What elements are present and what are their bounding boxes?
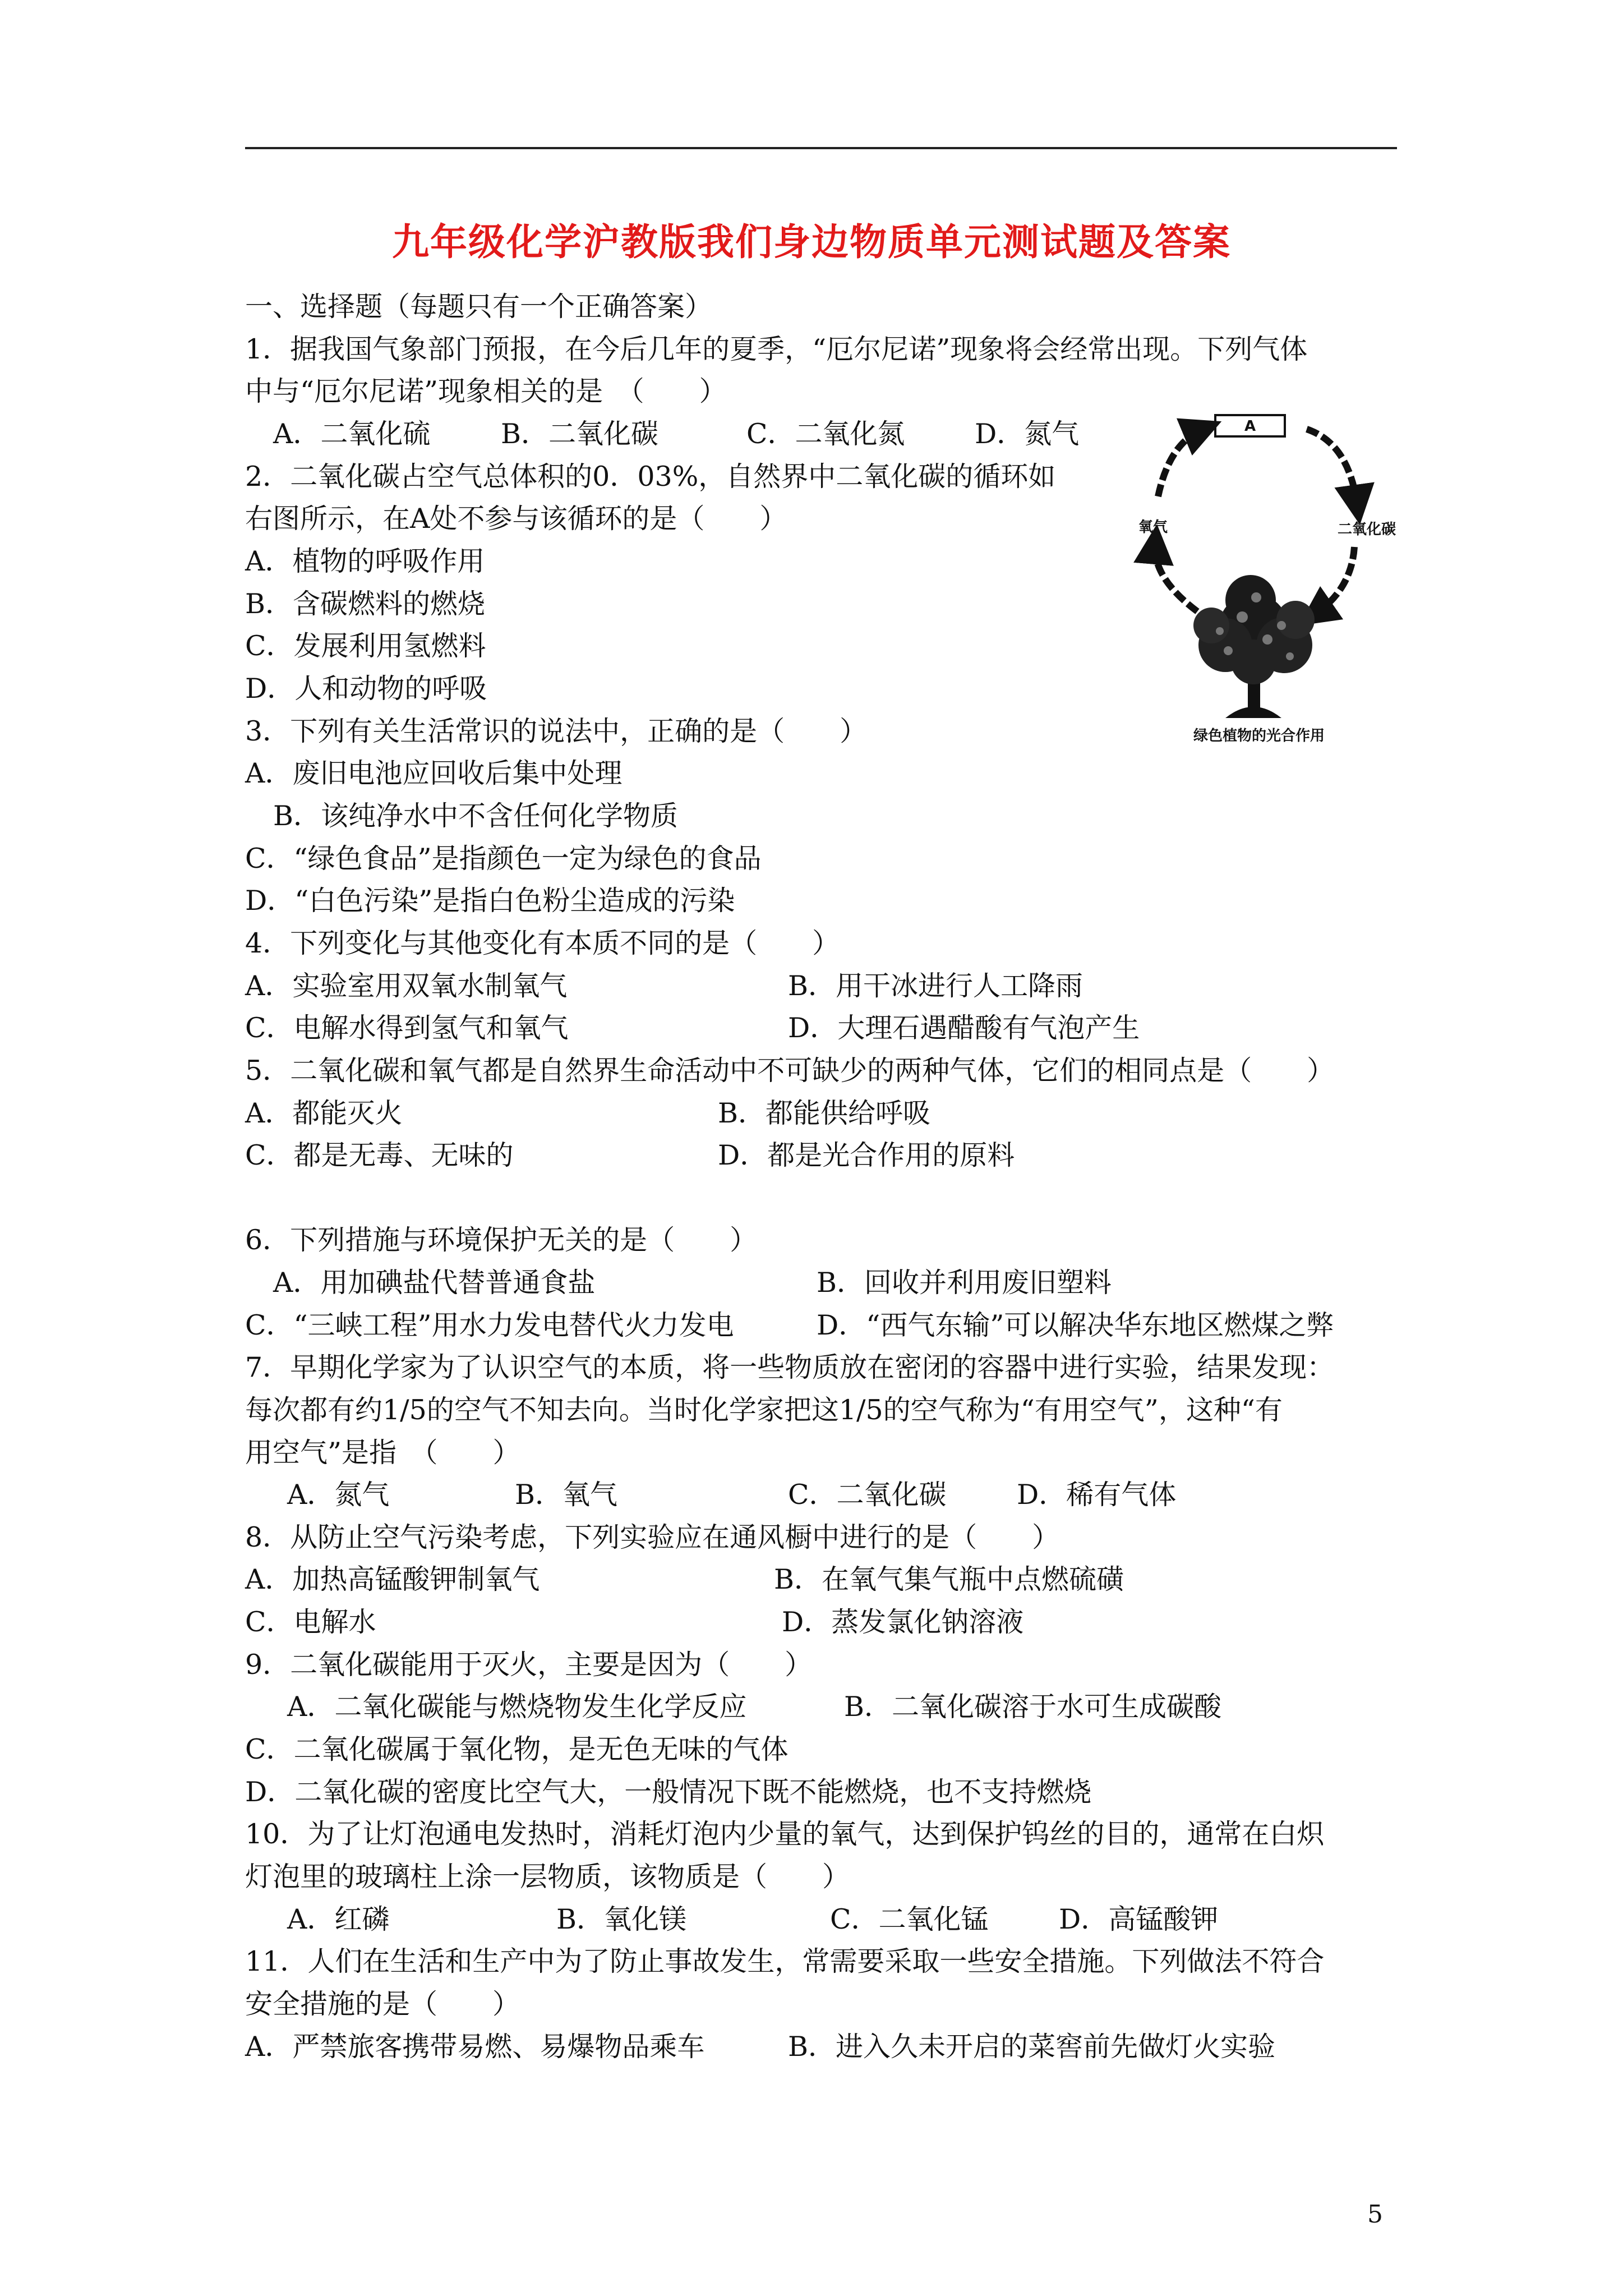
q3-option-d: D．“白色污染”是指白色粉尘造成的污染 [245,885,735,917]
q4-option-c: C．电解水得到氢气和氧气 [245,1012,569,1044]
q2-option-c: C．发展利用氢燃料 [245,630,486,662]
q8-option-c: C．电解水 [245,1606,376,1638]
q1-stem-line1: 1．据我国气象部门预报，在今后几年的夏季，“厄尔尼诺”现象将会经常出现。下列气体 [245,333,1308,365]
box-a-label: A [1244,418,1256,435]
q3-option-a: A．废旧电池应回收后集中处理 [245,757,623,789]
section-heading: 一、选择题（每题只有一个正确答案） [245,291,713,323]
q1-option-d: D．氮气 [975,418,1080,450]
q1-option-b: B．二氧化碳 [501,418,659,450]
q5-option-b: B．都能供给呼吸 [718,1097,931,1129]
page-number: 5 [1367,2200,1383,2229]
q2-stem-line2: 右图所示，在A处不参与该循环的是（ ） [245,503,787,535]
q9-option-d: D．二氧化碳的密度比空气大，一般情况下既不能燃烧，也不支持燃烧 [245,1776,1092,1808]
q9-option-a: A．二氧化碳能与燃烧物发生化学反应 [287,1691,747,1723]
q7-option-b: B．氧气 [515,1479,618,1511]
q10-option-d: D．高锰酸钾 [1059,1903,1219,1935]
q8-option-a: A．加热高锰酸钾制氧气 [245,1563,540,1595]
q4-option-a: A．实验室用双氧水制氧气 [245,970,568,1002]
carbon-cycle-diagram [1113,404,1405,752]
q2-stem-line1: 2．二氧化碳占空气总体积的0．03%，自然界中二氧化碳的循环如 [245,461,1056,493]
q11-stem-line2: 安全措施的是（ ） [245,1988,520,2020]
q7-option-a: A．氮气 [287,1479,390,1511]
q9-option-b: B．二氧化碳溶于水可生成碳酸 [844,1691,1222,1723]
q8-stem: 8．从防止空气污染考虑，下列实验应在通风橱中进行的是（ ） [245,1521,1060,1553]
q9-option-c: C．二氧化碳属于氧化物，是无色无味的气体 [245,1733,789,1765]
q4-option-d: D．大理石遇醋酸有气泡产生 [788,1012,1140,1044]
q11-stem-line1: 11．人们在生活和生产中为了防止事故发生，常需要采取一些安全措施。下列做法不符合 [245,1945,1325,1977]
q5-stem: 5．二氧化碳和氧气都是自然界生命活动中不可缺少的两种气体，它们的相同点是（ ） [245,1055,1335,1087]
q10-option-b: B．氧化镁 [556,1903,687,1935]
q3-option-c: C．“绿色食品”是指颜色一定为绿色的食品 [245,843,762,875]
oxygen-label: 氧气 [1138,519,1168,536]
carbon-cycle-figure [1113,404,1405,752]
header-rule [245,147,1397,149]
diagram-caption: 绿色植物的光合作用 [1193,728,1325,744]
q6-option-a: A．用加碘盐代替普通食盐 [273,1267,596,1299]
q10-option-a: A．红磷 [287,1903,390,1935]
q3-stem: 3．下列有关生活常识的说法中，正确的是（ ） [245,715,868,747]
q8-option-d: D．蒸发氯化钠溶液 [782,1606,1024,1638]
q10-option-c: C．二氧化锰 [830,1903,989,1935]
co2-label: 二氧化碳 [1338,521,1396,538]
q5-option-d: D．都是光合作用的原料 [718,1139,1015,1171]
q11-option-b: B．进入久未开启的菜窖前先做灯火实验 [788,2031,1276,2063]
arrow-plant-to-o2 [1155,544,1197,611]
q4-option-b: B．用干冰进行人工降雨 [788,970,1083,1002]
q2-option-d: D．人和动物的呼吸 [245,673,487,705]
q7-stem-line2: 每次都有约1/5的空气不知去向。当时化学家把这1/5的空气称为“有用空气”，这种“有 [245,1394,1283,1426]
q4-stem: 4．下列变化与其他变化有本质不同的是（ ） [245,927,840,959]
q7-option-c: C．二氧化碳 [788,1479,947,1511]
q7-stem-line1: 7．早期化学家为了认识空气的本质，将一些物质放在密闭的容器中进行实验，结果发现： [245,1351,1335,1383]
q8-option-b: B．在氧气集气瓶中点燃硫磺 [774,1563,1124,1595]
arrow-box-to-co2 [1307,429,1357,505]
q6-option-b: B．回收并利用废旧塑料 [817,1267,1112,1299]
q11-option-a: A．严禁旅客携带易燃、易爆物品乘车 [245,2031,705,2063]
q3-option-b: B．该纯净水中不含任何化学物质 [273,800,679,832]
q6-stem: 6．下列措施与环境保护无关的是（ ） [245,1224,758,1256]
arrow-o2-to-box [1158,429,1203,496]
q6-option-c: C．“三峡工程”用水力发电替代火力发电 [245,1309,734,1341]
q2-option-a: A．植物的呼吸作用 [245,545,485,577]
q10-stem-line2: 灯泡里的玻璃柱上涂一层物质，该物质是（ ） [245,1861,850,1893]
q5-option-c: C．都是无毒、无味的 [245,1139,514,1171]
q5-option-a: A．都能灭火 [245,1097,403,1129]
q10-stem-line1: 10．为了让灯泡通电发热时，消耗灯泡内少量的氧气，达到保护钨丝的目的，通常在白炽 [245,1818,1325,1850]
q9-stem: 9．二氧化碳能用于灭火，主要是因为（ ） [245,1649,813,1681]
q1-option-c: C．二氧化氮 [746,418,905,450]
tree-icon [1193,575,1315,718]
page-title: 九年级化学沪教版我们身边物质单元测试题及答案 [392,220,1231,264]
q2-option-b: B．含碳燃料的燃烧 [245,588,486,620]
q1-stem-line2: 中与“厄尔尼诺”现象相关的是 （ ） [245,375,727,407]
q6-option-d: D．“西气东输”可以解决华东地区燃煤之弊 [817,1309,1334,1341]
q7-option-d: D．稀有气体 [1017,1479,1177,1511]
q1-option-a: A．二氧化硫 [273,418,431,450]
arrow-co2-to-plant [1315,547,1354,614]
q7-stem-line3: 用空气”是指 （ ） [245,1437,520,1469]
